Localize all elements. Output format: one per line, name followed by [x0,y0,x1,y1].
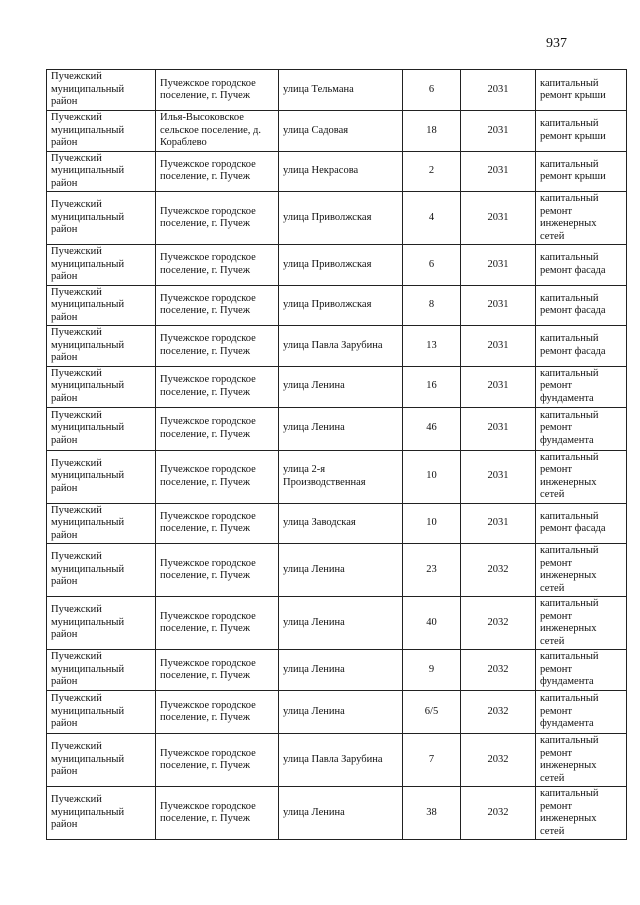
street-cell: улица Приволжская [279,245,403,286]
registry-table-body [47,70,627,840]
house-number-cell: 6 [403,70,461,111]
table-row [47,787,627,840]
table-row [47,326,627,367]
year-cell: 2031 [461,326,536,367]
settlement-cell: Пучежское городское поселение, г. Пучеж [156,151,279,192]
street-cell: улица Заводская [279,503,403,544]
street-cell: улица Ленина [279,787,403,840]
work-type-cell: капитальный ремонт инженерных сетей [536,544,627,597]
district-cell: Пучежский муниципальный район [47,787,156,840]
work-type-cell: капитальный ремонт фундамента [536,691,627,734]
district-cell: Пучежский муниципальный район [47,650,156,691]
table-row [47,450,627,503]
district-cell: Пучежский муниципальный район [47,285,156,326]
year-cell: 2031 [461,366,536,407]
table-row [47,151,627,192]
house-number-cell: 16 [403,366,461,407]
district-cell: Пучежский муниципальный район [47,326,156,367]
house-number-cell: 4 [403,192,461,245]
house-number-cell: 38 [403,787,461,840]
work-type-cell: капитальный ремонт инженерных сетей [536,787,627,840]
street-cell: улица Ленина [279,366,403,407]
street-cell: улица Павла Зарубина [279,326,403,367]
street-cell: улица Приволжская [279,285,403,326]
street-cell: улица Ленина [279,407,403,450]
work-type-cell: капитальный ремонт фасада [536,245,627,286]
year-cell: 2031 [461,245,536,286]
district-cell: Пучежский муниципальный район [47,503,156,544]
year-cell: 2031 [461,192,536,245]
work-type-cell: капитальный ремонт инженерных сетей [536,734,627,787]
table-row [47,366,627,407]
table-row [47,111,627,152]
table-row [47,544,627,597]
work-type-cell: капитальный ремонт крыши [536,70,627,111]
district-cell: Пучежский муниципальный район [47,192,156,245]
year-cell: 2032 [461,597,536,650]
settlement-cell: Пучежское городское поселение, г. Пучеж [156,366,279,407]
year-cell: 2032 [461,650,536,691]
work-type-cell: капитальный ремонт инженерных сетей [536,450,627,503]
table-row [47,597,627,650]
district-cell: Пучежский муниципальный район [47,245,156,286]
street-cell: улица Тельмана [279,70,403,111]
house-number-cell: 2 [403,151,461,192]
work-type-cell: капитальный ремонт фасада [536,326,627,367]
settlement-cell: Пучежское городское поселение, г. Пучеж [156,734,279,787]
year-cell: 2031 [461,70,536,111]
year-cell: 2031 [461,450,536,503]
district-cell: Пучежский муниципальный район [47,734,156,787]
work-type-cell: капитальный ремонт фундамента [536,407,627,450]
page-number: 937 [546,36,567,51]
year-cell: 2032 [461,544,536,597]
year-cell: 2032 [461,734,536,787]
street-cell: улица Павла Зарубина [279,734,403,787]
district-cell: Пучежский муниципальный район [47,151,156,192]
street-cell: улица Садовая [279,111,403,152]
work-type-cell: капитальный ремонт фасада [536,285,627,326]
house-number-cell: 9 [403,650,461,691]
settlement-cell: Пучежское городское поселение, г. Пучеж [156,285,279,326]
house-number-cell: 8 [403,285,461,326]
house-number-cell: 23 [403,544,461,597]
settlement-cell: Пучежское городское поселение, г. Пучеж [156,245,279,286]
settlement-cell: Пучежское городское поселение, г. Пучеж [156,544,279,597]
settlement-cell: Пучежское городское поселение, г. Пучеж [156,597,279,650]
settlement-cell: Илья-Высоковское сельское поселение, д. Кораблево [156,111,279,152]
settlement-cell: Пучежское городское поселение, г. Пучеж [156,70,279,111]
table-row [47,245,627,286]
district-cell: Пучежский муниципальный район [47,691,156,734]
year-cell: 2032 [461,787,536,840]
registry-table [46,69,627,840]
work-type-cell: капитальный ремонт крыши [536,111,627,152]
table-row [47,192,627,245]
street-cell: улица Ленина [279,650,403,691]
settlement-cell: Пучежское городское поселение, г. Пучеж [156,326,279,367]
table-row [47,407,627,450]
settlement-cell: Пучежское городское поселение, г. Пучеж [156,691,279,734]
house-number-cell: 6 [403,245,461,286]
district-cell: Пучежский муниципальный район [47,450,156,503]
table-row [47,70,627,111]
work-type-cell: капитальный ремонт фундамента [536,366,627,407]
work-type-cell: капитальный ремонт инженерных сетей [536,597,627,650]
street-cell: улица Ленина [279,597,403,650]
district-cell: Пучежский муниципальный район [47,111,156,152]
year-cell: 2031 [461,503,536,544]
table-row [47,285,627,326]
table-row [47,650,627,691]
district-cell: Пучежский муниципальный район [47,597,156,650]
settlement-cell: Пучежское городское поселение, г. Пучеж [156,503,279,544]
settlement-cell: Пучежское городское поселение, г. Пучеж [156,787,279,840]
street-cell: улица Некрасова [279,151,403,192]
house-number-cell: 7 [403,734,461,787]
settlement-cell: Пучежское городское поселение, г. Пучеж [156,450,279,503]
year-cell: 2031 [461,285,536,326]
district-cell: Пучежский муниципальный район [47,544,156,597]
work-type-cell: капитальный ремонт крыши [536,151,627,192]
street-cell: улица Ленина [279,544,403,597]
house-number-cell: 18 [403,111,461,152]
year-cell: 2031 [461,151,536,192]
year-cell: 2031 [461,111,536,152]
district-cell: Пучежский муниципальный район [47,366,156,407]
house-number-cell: 10 [403,503,461,544]
settlement-cell: Пучежское городское поселение, г. Пучеж [156,650,279,691]
work-type-cell: капитальный ремонт фундамента [536,650,627,691]
house-number-cell: 6/5 [403,691,461,734]
district-cell: Пучежский муниципальный район [47,70,156,111]
street-cell: улица Ленина [279,691,403,734]
year-cell: 2031 [461,407,536,450]
work-type-cell: капитальный ремонт фасада [536,503,627,544]
street-cell: улица Приволжская [279,192,403,245]
settlement-cell: Пучежское городское поселение, г. Пучеж [156,192,279,245]
settlement-cell: Пучежское городское поселение, г. Пучеж [156,407,279,450]
house-number-cell: 46 [403,407,461,450]
house-number-cell: 10 [403,450,461,503]
work-type-cell: капитальный ремонт инженерных сетей [536,192,627,245]
table-row [47,691,627,734]
house-number-cell: 40 [403,597,461,650]
street-cell: улица 2-я Производственная [279,450,403,503]
year-cell: 2032 [461,691,536,734]
district-cell: Пучежский муниципальный район [47,407,156,450]
house-number-cell: 13 [403,326,461,367]
table-row [47,503,627,544]
table-row [47,734,627,787]
